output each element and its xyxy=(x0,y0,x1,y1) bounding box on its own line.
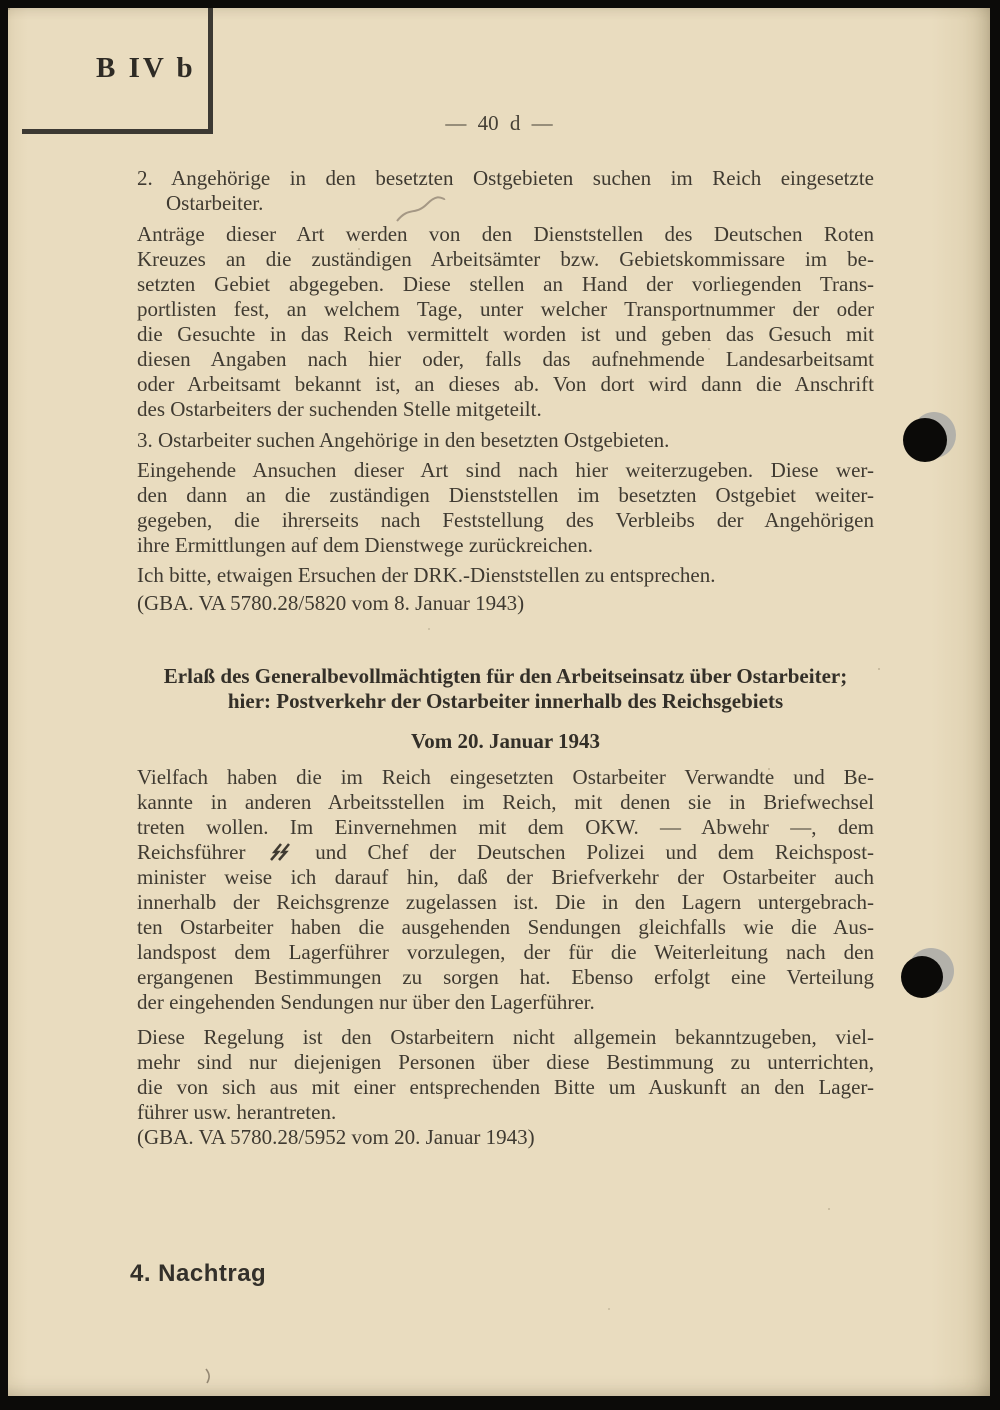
text-line: portlisten fest, an welchem Tage, unter welcher Transportnummer der oder xyxy=(137,297,874,321)
text-line: 2. Angehörige in den besetzten Ostgebieten suchen im Reich eingesetzte xyxy=(137,166,874,190)
ss-runes-icon xyxy=(268,843,292,861)
supplement-footer: 4. Nachtrag xyxy=(130,1260,267,1287)
text-line: Vom 20. Januar 1943 xyxy=(410,729,601,753)
paper xyxy=(8,8,990,1396)
text-line: landspost dem Lagerführer vorzulegen, der für die Weiterleitung nach den xyxy=(137,940,874,964)
reference-code: B IV b xyxy=(96,52,196,84)
citation-2 xyxy=(137,1125,874,1150)
list-item-3 xyxy=(137,428,874,453)
page-number: — 40 d — xyxy=(445,111,553,135)
text-line: gegeben, die ihrerseits nach Feststellung des Verbleibs der Angehörigen xyxy=(137,508,874,532)
text-line: diesen Angaben nach hier oder, falls das aufnehmende Landesarbeitsamt xyxy=(137,347,874,371)
decree-date xyxy=(137,729,874,754)
text-line: (GBA. VA 5780.28/5820 vom 8. Januar 1943) xyxy=(137,591,525,615)
text-line: kannte in anderen Arbeitsstellen im Reich, mit denen sie in Briefwechsel xyxy=(137,790,874,814)
text-line: des Ostarbeiters der suchenden Stelle mitgeteilt. xyxy=(137,397,542,421)
hole-punch-top xyxy=(903,418,947,462)
paragraph-antraege xyxy=(137,222,874,422)
text-line: den dann an die zuständigen Dienststellen im besetzten Ostgebiet weiter- xyxy=(137,483,874,507)
text-line: Diese Regelung ist den Ostarbeitern nicht allgemein bekanntzugeben, viel- xyxy=(137,1025,874,1049)
text-line: minister weise ich darauf hin, daß der Briefverkehr der Ostarbeiter auch xyxy=(137,865,874,889)
text-line: mehr sind nur diejenigen Personen über diese Bestimmung zu unterrichten, xyxy=(137,1050,874,1074)
paragraph-postverkehr-rest xyxy=(137,865,874,1015)
text-line: setzten Gebiet abgegeben. Diese stellen an Hand der vorliegenden Trans- xyxy=(137,272,874,296)
list-item-2 xyxy=(137,166,874,216)
pencil-mark xyxy=(393,196,449,224)
text-line: führer usw. herantreten. xyxy=(137,1100,337,1124)
text-line: Kreuzes an die zuständigen Arbeitsämter bzw. Gebietskommissare im be- xyxy=(137,247,874,271)
text-line: hier: Postverkehr der Ostarbeiter innerhalb des Reichsgebiets xyxy=(227,689,784,713)
text-line: ergangenen Bestimmungen zu sorgen hat. Ebenso erfolgt eine Verteilung xyxy=(137,965,874,989)
text-line: Eingehende Ansuchen dieser Art sind nach hier weiterzugeben. Diese wer- xyxy=(137,458,874,482)
text-segment: Reichsführer xyxy=(137,840,246,864)
text-line-ss xyxy=(137,840,874,865)
text-line: treten wollen. Im Einvernehmen mit dem OKW. — Abwehr —, dem xyxy=(137,815,874,839)
closing-line xyxy=(137,563,874,588)
paragraph-regelung xyxy=(137,1025,874,1125)
text-line: oder Arbeitsamt bekannt ist, an dieses ab. Von dort wird dann die Anschrift xyxy=(137,372,874,396)
paragraph-postverkehr xyxy=(137,765,874,1015)
paper-specks xyxy=(8,8,10,10)
paragraph-postverkehr-top xyxy=(137,765,874,840)
text-line: 3. Ostarbeiter suchen Angehörige in den besetzten Ostgebieten. xyxy=(137,428,670,452)
text-line: (GBA. VA 5780.28/5952 vom 20. Januar 1943) xyxy=(137,1125,535,1149)
text-line: innerhalb der Reichsgrenze zugelassen ist. Die in den Lagern untergebrach- xyxy=(137,890,874,914)
text-line: die von sich aus mit einer entsprechenden Bitte um Auskunft an den Lager- xyxy=(137,1075,874,1099)
text-line: Anträge dieser Art werden von den Dienststellen des Deutschen Roten xyxy=(137,222,874,246)
text-line: die Gesuchte in das Reich vermittelt worden ist und geben das Gesuch mit xyxy=(137,322,874,346)
text-line: Ostarbeiter. xyxy=(166,191,264,215)
paragraph-eingehende xyxy=(137,458,874,558)
text-line: Ich bitte, etwaigen Ersuchen der DRK.-Dienststellen zu entsprechen. xyxy=(137,563,716,587)
hole-punch-bottom xyxy=(901,956,943,998)
text-line: der eingehenden Sendungen nur über den Lagerführer. xyxy=(137,990,595,1014)
text-line: Erlaß des Generalbevollmächtigten für den Arbeitseinsatz über Ostarbeiter; xyxy=(163,664,848,688)
text-line: Vielfach haben die im Reich eingesetzten Ostarbeiter Verwandte und Be- xyxy=(137,765,874,789)
text-line: ihre Ermittlungen auf dem Dienstwege zurückreichen. xyxy=(137,533,593,557)
decree-heading xyxy=(137,664,874,714)
stray-mark xyxy=(203,1368,213,1384)
text-line: ten Ostarbeiter haben die ausgehenden Sendungen gleichfalls wie die Aus- xyxy=(137,915,874,939)
citation-1 xyxy=(137,591,874,616)
text-segment: und Chef der Deutschen Polizei und dem Reichspost- xyxy=(315,840,874,864)
